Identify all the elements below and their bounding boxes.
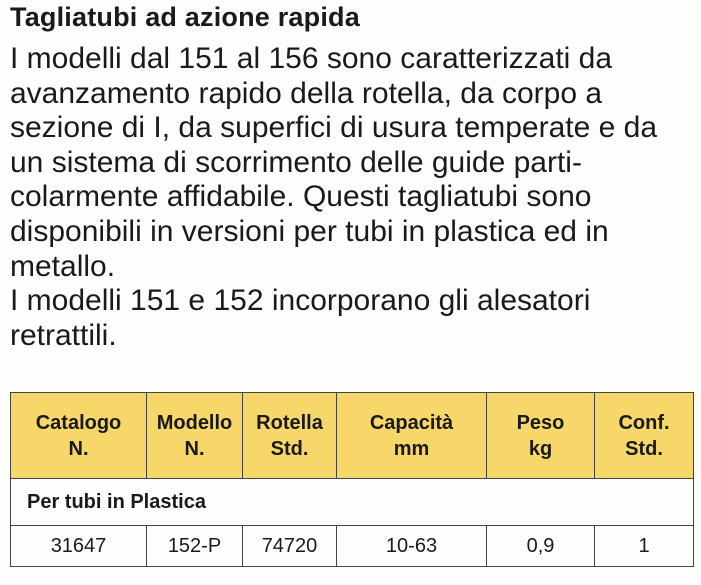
product-table <box>10 392 694 567</box>
description <box>10 42 695 353</box>
table-row <box>11 526 694 567</box>
header-peso: Peso kg <box>487 393 595 479</box>
description-paragraph-1: I modelli dal 151 al 156 sono caratterizzati da avanzamento rapido della rotella, da corpo a sezione di I, da superfici di usura temperate e da un sistema di scorrimento delle guide parti-colarmente affidabile. Questi tagliatubi sono disponibili in versioni per tubi in plastica ed in metallo. <box>10 42 658 283</box>
description-paragraph-2: I modelli 151 e 152 incorporano gli alesatori retrattili. <box>10 284 591 352</box>
header-rotella: Rotella Std. <box>243 393 337 479</box>
section-row <box>11 479 694 526</box>
page-title: Tagliatubi ad azione rapida <box>10 2 360 32</box>
header-modello: Modello N. <box>147 393 243 479</box>
section-label: Per tubi in Plastica <box>11 479 694 526</box>
header-capacita: Capacità mm <box>337 393 487 479</box>
cell-conf: 1 <box>595 526 694 567</box>
header-conf: Conf. Std. <box>595 393 694 479</box>
table-header-row <box>11 393 694 479</box>
cell-modello: 152-P <box>147 526 243 567</box>
cell-catalogo: 31647 <box>11 526 147 567</box>
header-catalogo: Catalogo N. <box>11 393 147 479</box>
cell-rotella: 74720 <box>243 526 337 567</box>
cell-peso: 0,9 <box>487 526 595 567</box>
cell-capacita: 10-63 <box>337 526 487 567</box>
